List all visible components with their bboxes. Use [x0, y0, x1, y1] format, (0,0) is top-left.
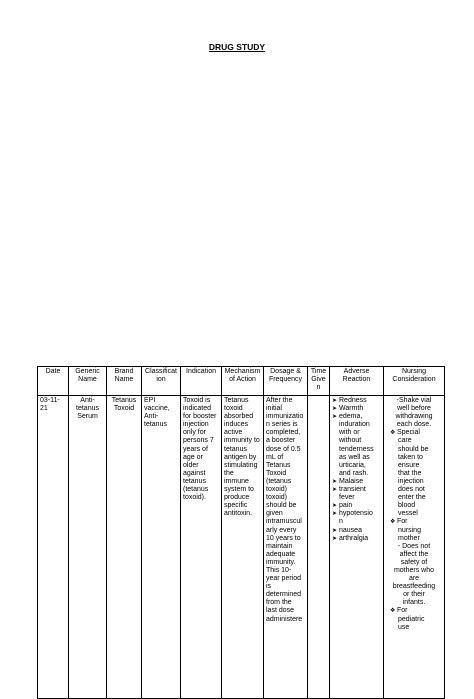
header-line: Nursing — [401, 368, 427, 375]
list-item — [332, 510, 381, 518]
arrow-bullet-icon: ➤ — [332, 487, 338, 494]
list-item-text: n — [339, 518, 343, 526]
cell-line: administere — [266, 615, 303, 623]
header-nursing-consideration — [384, 367, 445, 396]
cell-line: EPI — [144, 397, 156, 404]
header-line: Reaction — [342, 376, 371, 384]
cell-line: persons 7 — [183, 437, 214, 445]
diamond-bullet-icon: ❖ — [390, 430, 396, 437]
cell-line: Serum — [77, 413, 98, 421]
cell-line: only for — [183, 429, 206, 437]
list-item-text: as well as — [339, 453, 370, 461]
list-item — [386, 575, 442, 583]
list-item-text: use — [398, 623, 410, 631]
cell-line: determined — [266, 591, 302, 599]
list-item-text: breastfeeding — [392, 583, 436, 591]
list-item-text: ensure — [398, 461, 420, 469]
drug-study-table — [37, 366, 445, 699]
cell-line: antigen by — [224, 453, 257, 461]
cell-line: (tetanus — [183, 486, 209, 494]
cell-line: 03-11- — [40, 397, 60, 404]
cell-line: 21 — [40, 405, 48, 413]
list-item — [332, 437, 381, 445]
list-item-text: fever — [339, 494, 355, 502]
cell-line: specific — [224, 502, 248, 510]
list-item — [332, 413, 381, 421]
list-item-text: injection — [398, 477, 424, 485]
list-item-text: with or — [339, 429, 360, 437]
list-item — [332, 518, 381, 526]
list-item — [386, 535, 442, 543]
list-item-text: edema, — [339, 413, 363, 421]
list-item-text: should be — [398, 445, 429, 453]
list-item — [386, 421, 442, 429]
list-item-text: Warmth — [339, 405, 364, 413]
list-item-text: and rash. — [339, 469, 369, 477]
cell-line: immune — [224, 477, 249, 485]
list-item-text: mothers who — [393, 566, 435, 574]
indication-cell — [181, 396, 222, 699]
list-item-text: -Shake vial — [396, 397, 432, 404]
list-item-text: pain — [339, 502, 353, 510]
cell-line: Toxoid — [113, 405, 135, 413]
list-item-text: that the — [398, 469, 422, 477]
diamond-bullet-icon: ❖ — [390, 608, 396, 615]
list-item — [386, 510, 442, 518]
dosage-cell — [264, 396, 308, 699]
list-item — [332, 527, 381, 535]
cell-line: a booster — [266, 437, 296, 445]
list-item — [386, 494, 442, 502]
generic-name-cell — [69, 396, 107, 699]
list-item-text: nausea — [339, 526, 362, 534]
list-item — [332, 470, 381, 478]
list-item — [332, 421, 381, 429]
list-item-text: transient — [339, 486, 366, 494]
list-item — [386, 624, 442, 632]
header-line: Time — [310, 368, 327, 375]
list-item-text: blood — [398, 502, 416, 510]
list-item — [332, 429, 381, 437]
arrow-bullet-icon: ➤ — [332, 478, 338, 485]
cell-line: n series is — [266, 421, 298, 429]
list-item-text: arthralgia — [339, 534, 369, 542]
arrow-bullet-icon: ➤ — [332, 503, 338, 510]
diamond-bullet-icon: ❖ — [390, 519, 396, 526]
header-adverse-reaction — [330, 367, 384, 396]
list-item — [386, 583, 442, 591]
list-item — [386, 527, 442, 535]
cell-line: dose of 0.5 — [266, 445, 301, 453]
header-brand-name — [107, 367, 142, 396]
header-line: Mechanism — [224, 368, 261, 375]
list-item — [332, 454, 381, 462]
arrow-bullet-icon: ➤ — [332, 414, 338, 421]
list-item — [386, 559, 442, 567]
cell-line: tetanus — [183, 477, 206, 485]
cell-line: for booster — [183, 413, 217, 421]
cell-line: adequate — [266, 550, 296, 558]
list-item — [386, 454, 442, 462]
cell-line: against — [183, 469, 206, 477]
header-line: Classificat — [145, 368, 177, 375]
list-item-text: tenderness — [339, 445, 374, 453]
list-item — [386, 616, 442, 624]
cell-line: age or — [183, 453, 203, 461]
brand-name-cell — [107, 396, 142, 699]
list-item-text: vessel — [398, 510, 418, 518]
arrow-bullet-icon: ➤ — [332, 527, 338, 534]
cell-line: 10 years to — [266, 534, 301, 542]
header-line: Name — [114, 376, 134, 384]
arrow-bullet-icon: ➤ — [332, 511, 338, 518]
list-item — [332, 535, 381, 543]
list-item-text: For — [397, 607, 408, 615]
cell-line: completed, — [266, 429, 301, 437]
cell-line: (tetanus — [266, 477, 292, 485]
cell-line: tetanus — [224, 445, 247, 453]
list-item-text: Redness — [339, 397, 367, 404]
cell-line: After the — [266, 397, 293, 404]
header-generic-name — [69, 367, 107, 396]
list-item-text: without — [339, 437, 362, 445]
list-item — [386, 591, 442, 599]
cell-line: should be — [266, 502, 297, 510]
header-line: of Action — [229, 376, 256, 384]
list-item — [386, 470, 442, 478]
list-item-text: are — [408, 575, 420, 583]
list-item-text: induration — [339, 421, 370, 429]
nursing-consideration-cell — [384, 396, 445, 699]
cell-line: arly every — [266, 526, 297, 534]
cell-line: tetanus — [76, 405, 99, 413]
cell-line: given — [266, 510, 283, 518]
header-line: Consideration — [392, 376, 436, 384]
list-item — [332, 486, 381, 494]
list-item — [386, 462, 442, 470]
list-item — [332, 494, 381, 502]
cell-line: Anti- — [80, 397, 95, 404]
header-date — [38, 367, 69, 396]
list-item-text: safety of — [400, 558, 428, 566]
list-item — [386, 429, 442, 437]
cell-line: maintain — [266, 542, 293, 550]
cell-line: toxoid) — [266, 494, 288, 502]
header-indication — [181, 367, 222, 396]
header-mechanism — [222, 367, 264, 396]
cell-line: toxoid) — [266, 486, 288, 494]
list-item — [386, 518, 442, 526]
list-item — [332, 397, 381, 405]
list-item-text: taken to — [398, 453, 423, 461]
cell-line: Toxoid is — [183, 397, 211, 404]
list-item-text: well before — [397, 405, 431, 413]
cell-line: Tetanus — [266, 461, 291, 469]
list-item — [386, 405, 442, 413]
cell-line: absorbed — [224, 413, 254, 421]
list-item-text: Special — [397, 429, 420, 437]
list-item — [332, 462, 381, 470]
cell-line: from the — [266, 599, 292, 607]
cell-line: last dose — [266, 607, 295, 615]
arrow-bullet-icon: ➤ — [332, 406, 338, 413]
page-title: DRUG STUDY — [208, 42, 266, 52]
header-line: Date — [45, 368, 61, 375]
list-item-text: - Does not — [397, 542, 431, 550]
list-item-text: withdrawing — [395, 413, 433, 421]
list-item — [386, 607, 442, 615]
list-item — [386, 599, 442, 607]
cell-line: active — [224, 429, 243, 437]
list-item — [386, 437, 442, 445]
classification-cell — [142, 396, 181, 699]
list-item — [332, 502, 381, 510]
list-item-text: care — [398, 437, 412, 445]
list-item — [386, 567, 442, 575]
header-line: Name — [78, 376, 97, 384]
adverse-reaction-cell — [330, 396, 384, 699]
list-item-text: infants. — [402, 599, 426, 607]
list-item — [386, 478, 442, 486]
header-row — [38, 367, 445, 396]
mechanism-cell — [222, 396, 264, 699]
cell-line: Tetanus — [111, 397, 137, 404]
cell-line: mL of — [266, 453, 284, 461]
cell-line: immunizatio — [266, 413, 304, 421]
arrow-bullet-icon: ➤ — [332, 535, 338, 542]
cell-line: older — [183, 461, 199, 469]
cell-line: is — [266, 583, 272, 591]
list-item-text: For — [397, 518, 408, 526]
list-item-text: Malaise — [339, 477, 364, 485]
cell-line: vaccine, — [144, 405, 170, 413]
cell-line: tetanus — [144, 421, 167, 429]
header-line: n — [316, 384, 321, 392]
list-item-text: urticaria, — [339, 461, 366, 469]
list-item — [386, 397, 442, 405]
table-row — [38, 396, 445, 699]
list-item-text: pediatric — [398, 615, 425, 623]
cell-line: toxoid — [224, 405, 243, 413]
arrow-bullet-icon: ➤ — [332, 398, 338, 404]
list-item — [386, 413, 442, 421]
header-line: Frequency — [268, 376, 303, 384]
header-line: Indication — [186, 368, 216, 375]
header-classification — [142, 367, 181, 396]
header-time-given — [308, 367, 330, 396]
cell-line: immunity to — [224, 437, 260, 445]
list-item-text: enter the — [398, 494, 426, 502]
cell-line: antitoxin. — [224, 510, 253, 518]
list-item-text: each dose. — [396, 421, 432, 429]
list-item — [386, 446, 442, 454]
list-item-text: mother — [398, 534, 420, 542]
cell-line: toxoid). — [183, 494, 206, 502]
header-line: Generic — [75, 368, 100, 375]
cell-line: intramuscul — [266, 518, 302, 526]
cell-line: Toxoid — [266, 469, 287, 477]
list-item — [386, 486, 442, 494]
header-line: Adverse — [343, 368, 370, 375]
list-item — [332, 478, 381, 486]
list-item — [386, 502, 442, 510]
list-item — [332, 405, 381, 413]
cell-line: produce — [224, 494, 250, 502]
cell-line: Tetanus — [224, 397, 249, 404]
list-item-text: hypotensio — [339, 510, 373, 518]
list-item — [332, 446, 381, 454]
list-item-text: or their — [403, 591, 425, 599]
header-line: ion — [156, 376, 166, 384]
cell-line: stimulating — [224, 461, 258, 469]
list-item-text: nursing — [398, 526, 421, 534]
list-item-text: does not — [398, 486, 425, 494]
cell-line: year period — [266, 575, 302, 583]
cell-line: initial — [266, 405, 282, 413]
header-line: Dosage & — [270, 368, 301, 375]
cell-line: injection — [183, 421, 209, 429]
header-line: Give — [311, 376, 326, 384]
list-item — [386, 551, 442, 559]
list-item-text: affect the — [399, 550, 429, 558]
list-item — [386, 543, 442, 551]
cell-line: system to — [224, 486, 254, 494]
cell-line: This 10- — [266, 566, 292, 574]
header-line: Brand — [114, 368, 134, 375]
date-cell — [38, 396, 69, 699]
cell-line: induces — [224, 421, 249, 429]
cell-line: the — [224, 469, 234, 477]
cell-line: Anti- — [144, 413, 159, 421]
header-dosage — [264, 367, 308, 396]
time-given-cell — [308, 396, 330, 699]
cell-line: years of — [183, 445, 208, 453]
cell-line: indicated — [183, 405, 212, 413]
cell-line: immunity. — [266, 558, 296, 566]
